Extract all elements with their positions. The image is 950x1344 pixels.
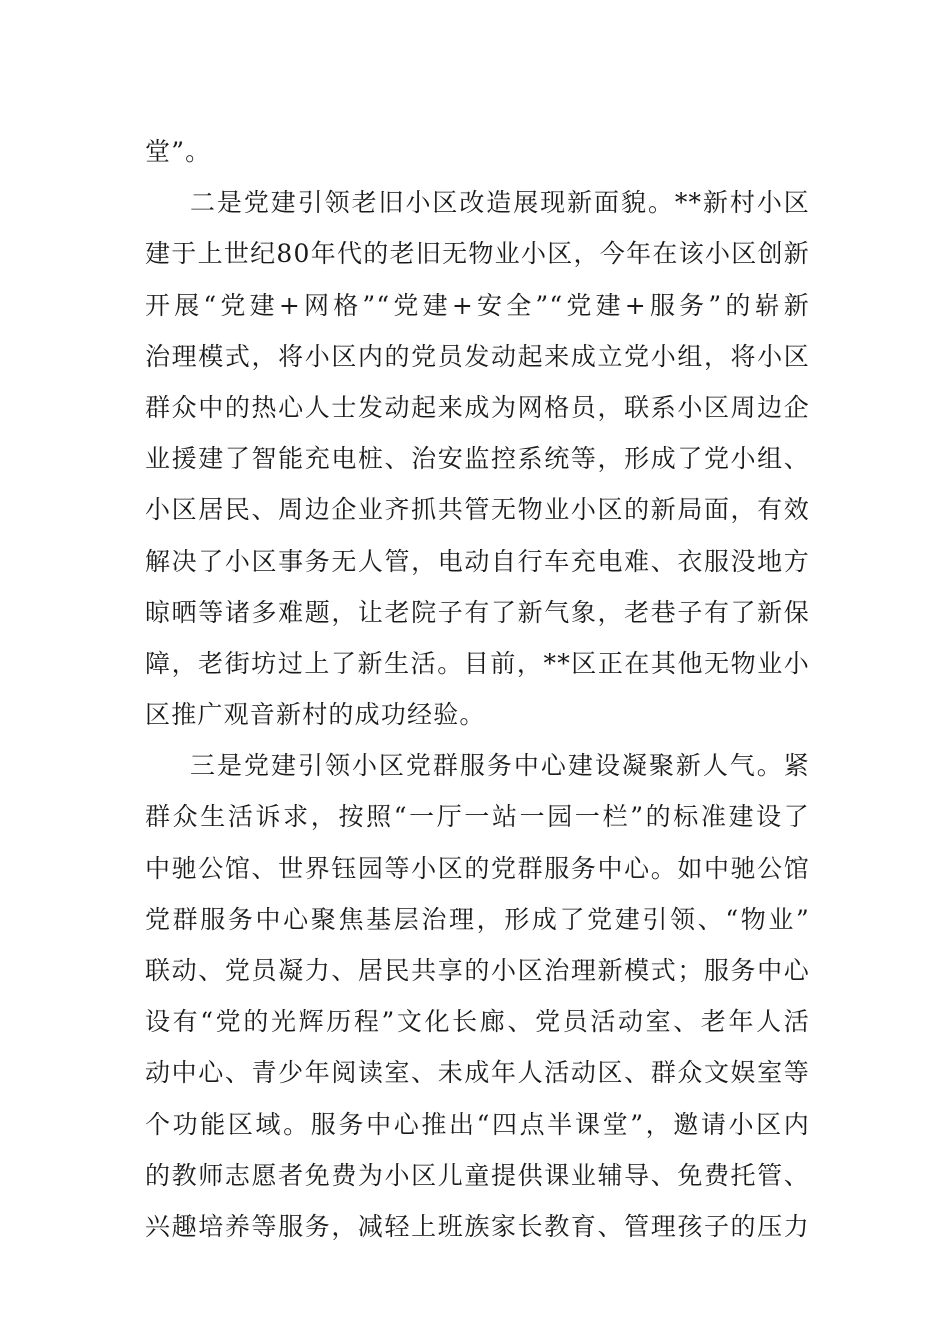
text-line: 晾晒等诸多难题，让老院子有了新气象，老巷子有了新保 (145, 597, 810, 627)
text-line: 党群服务中心聚焦基层治理，形成了党建引领、“物业” (145, 904, 810, 934)
text-line: 联动、党员凝力、居民共享的小区治理新模式；服务中心 (145, 956, 810, 985)
text-line: 设有“党的光辉历程”文化长廊、党员活动室、老年人活 (145, 1007, 810, 1037)
paragraph-start-line: 三是党建引领小区党群服务中心建设凝聚新人气。紧 (190, 751, 810, 781)
text-line: 中驰公馆、世界钰园等小区的党群服务中心。如中驰公馆 (145, 853, 810, 883)
text-line: 治理模式，将小区内的党员发动起来成立党小组，将小区 (145, 341, 810, 371)
paragraph-end-line: 区推广观音新村的成功经验。 (145, 700, 486, 730)
document-body (145, 126, 810, 1252)
text-line: 兴趣培养等服务，减轻上班族家长教育、管理孩子的压力 (145, 1211, 810, 1241)
text-line: 个功能区域。服务中心推出“四点半课堂”，邀请小区内 (145, 1109, 810, 1139)
text-line: 建于上世纪80年代的老旧无物业小区，今年在该小区创新 (145, 239, 810, 269)
text-line: 堂”。 (145, 137, 212, 166)
text-line: 业援建了智能充电桩、治安监控系统等，形成了党小组、 (145, 444, 810, 474)
text-line: 群众生活诉求，按照“一厅一站一园一栏”的标准建设了 (145, 802, 810, 832)
text-line: 开展“党建+网格”“党建+安全”“党建+服务”的崭新 (145, 290, 810, 320)
text-line: 障，老街坊过上了新生活。目前，**区正在其他无物业小 (145, 648, 810, 678)
paragraph-start-line: 二是党建引领老旧小区改造展现新面貌。**新村小区 (190, 188, 810, 218)
text-line: 群众中的热心人士发动起来成为网格员，联系小区周边企 (145, 392, 810, 422)
text-line: 解决了小区事务无人管，电动自行车充电难、衣服没地方 (145, 546, 810, 576)
text-line: 的教师志愿者免费为小区儿童提供课业辅导、免费托管、 (145, 1160, 810, 1190)
text-line: 动中心、青少年阅读室、未成年人活动区、群众文娱室等 (145, 1058, 810, 1088)
text-line: 小区居民、周边企业齐抓共管无物业小区的新局面，有效 (145, 495, 810, 525)
